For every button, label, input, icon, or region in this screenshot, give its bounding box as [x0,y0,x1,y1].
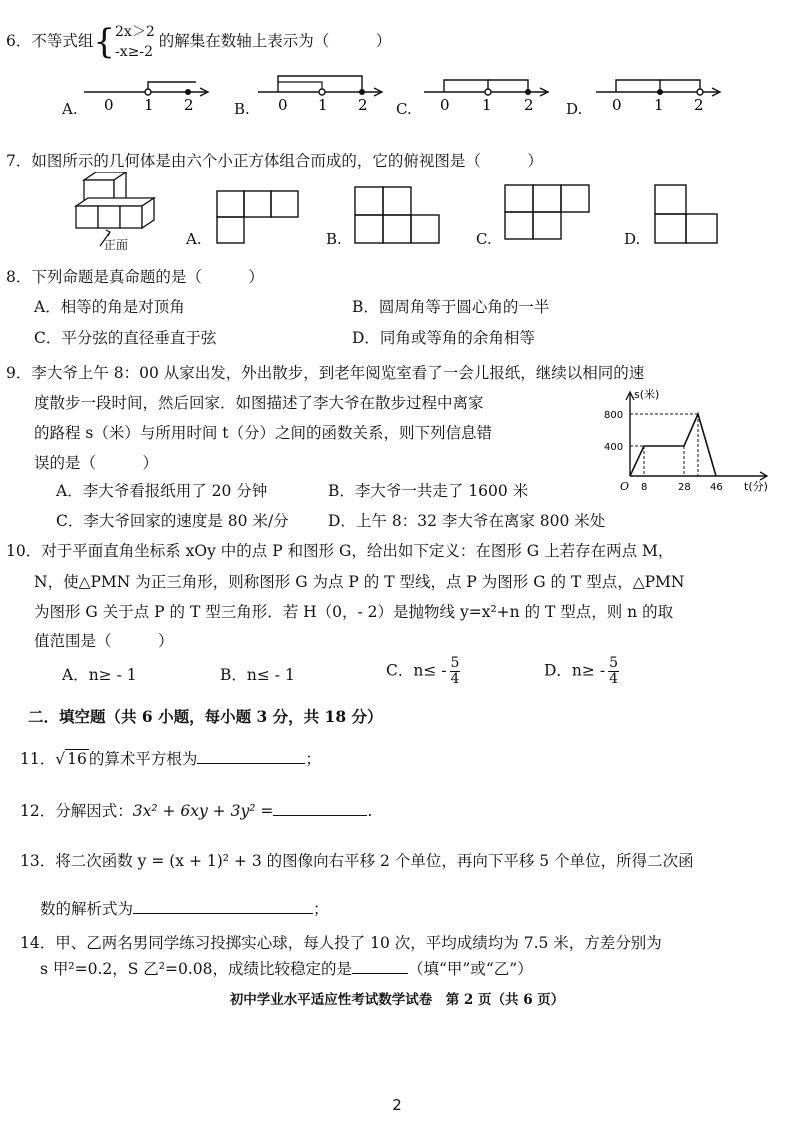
q9-graph-ytick-400: 400 [604,442,624,453]
q9-option-b: B．李大爷一共走了 1600 米 [328,482,529,500]
section-2-heading: 二．填空题（共 6 小题，每小题 3 分，共 18 分） [28,707,383,726]
q11-sqrt: √ 16 [55,750,87,768]
q12-stem: 12．分解因式：3x² + 6xy + 3y² = . [20,802,373,820]
q7-option-c-label: C. [476,230,492,248]
q6-ineq2: -x≥-2 [115,44,154,60]
q9-graph-ylabel: s(米) [634,388,660,401]
q10-option-a: A．n≥ - 1 [62,666,137,684]
q10-line-4: 值范围是（ ） [34,632,174,650]
q9-option-c: C．李大爷回家的速度是 80 米/分 [56,512,289,530]
q12-answer-blank[interactable] [273,815,367,816]
q7-option-a-label: A. [186,230,202,248]
q10-option-d: D．n≥ - $\frac{5}{4}$ [544,655,618,687]
svg-text:1: 1 [654,96,664,114]
q9-graph-xtick-8: 8 [641,482,648,493]
page-number: 2 [392,1096,402,1114]
q8-option-d: D．同角或等角的余角相等 [352,329,535,347]
q6-option-b-label: B. [234,100,250,118]
q6-ineq1: 2x＞2 [115,24,155,40]
q7-stem: 7．如图所示的几何体是由六个小正方体组合而成的，它的俯视图是（ ） [6,152,543,170]
q7-option-d-label: D. [624,230,641,248]
q7-option-c-figure [504,184,590,242]
svg-text:1: 1 [482,96,492,114]
q13-line-1: 13．将二次函数 y = (x + 1)² + 3 的图像向右平移 2 个单位，再向下平移 5 个单位，所得二次函 [20,852,694,870]
q13-answer-blank[interactable] [133,913,313,914]
q10-line-1: 10．对于平面直角坐标系 xOy 中的点 P 和图形 G，给出如下定义：在图形 G 上若存在两点 M， [6,542,674,560]
q9-line-2: 度散步一段时间，然后回家．如图描述了李大爷在散步过程中离家 [34,394,484,412]
q10-option-c-fraction: $\frac{5}{4}$ [450,655,460,687]
tick-1: 1 [144,96,154,114]
q10-option-d-fraction: $\frac{5}{4}$ [609,655,618,687]
svg-text:0: 0 [278,96,288,114]
q14-line-1: 14．甲、乙两名男同学练习投掷实心球，每人投了 10 次，平均成绩均为 7.5 米，方差分别为 [20,934,662,952]
q6-numberline-a [84,72,214,116]
q7-front-label: 正面 [104,238,129,252]
q10-option-b: B．n≤ - 1 [220,666,295,684]
q6-numberline-c [424,72,554,116]
q8-option-a: A．相等的角是对顶角 [34,298,185,316]
q9-line-1: 9．李大爷上午 8：00 从家出发，外出散步，到老年阅览室看了一会儿报纸，继续以相同的速 [6,364,645,382]
q6-option-d-label: D. [566,100,583,118]
q8-option-b: B．圆周角等于圆心角的一半 [352,298,550,316]
q6-stem: 6．不等式组{ 2x＞2 -x≥-2 的解集在数轴上表示为（ ） [6,22,392,62]
q9-graph-xtick-28: 28 [678,482,691,493]
q14-line-2: s 甲²=0.2，S 乙²=0.08，成绩比较稳定的是 （填“甲”或“乙”） [40,960,533,978]
q9-line-3: 的路程 s（米）与所用时间 t（分）之间的函数关系，则下列信息错 [34,424,493,442]
svg-text:0: 0 [612,96,622,114]
q9-option-a: A．李大爷看报纸用了 20 分钟 [56,482,268,500]
q9-line-4: 误的是（ ） [34,454,159,472]
q9-graph-xtick-46: 46 [710,482,723,493]
q9-graph-xlabel: t(分) [744,480,768,493]
q8-option-c: C．平分弦的直径垂直于弦 [34,329,217,347]
q11-stem: 11．√ 16 的算术平方根为 ； [20,750,321,768]
q6-option-a-label: A. [62,100,78,118]
q11-answer-blank[interactable] [197,763,305,764]
q9-graph-origin: O [620,480,630,493]
q7-option-a-figure [216,190,300,246]
svg-text:1: 1 [318,96,328,114]
q9-option-d: D．上午 8：32 李大爷在离家 800 米处 [328,512,606,530]
tick-0: 0 [104,96,114,114]
q8-stem: 8．下列命题是真命题的是（ ） [6,268,264,286]
q9-graph [600,384,780,496]
q10-line-3: 为图形 G 关于点 P 的 T 型三角形．若 H（0，- 2）是抛物线 y=x²+n 的 T 型点，则 n 的取 [34,603,674,621]
q10-line-2: N，使△PMN 为正三角形，则称图形 G 为点 P 的 T 型线，点 P 为图形 G 的 T 型点，△PMN [34,573,685,591]
q13-line-2: 数的解析式为 ； [40,900,329,918]
svg-text:0: 0 [440,96,450,114]
svg-text:2: 2 [524,96,534,114]
q7-option-b-label: B. [326,230,342,248]
q6-numberline-d [596,72,726,116]
q7-option-d-figure [654,184,720,246]
q14-answer-blank[interactable] [352,973,408,974]
q9-graph-ytick-800: 800 [604,410,624,421]
q12-expression: 3x² + 6xy + 3y² = [132,802,274,820]
page-footer: 初中学业水平适应性考试数学试卷 第 2 页（共 6 页） [229,992,565,1008]
q7-option-b-figure [354,186,440,246]
svg-text:2: 2 [694,96,704,114]
svg-text:2: 2 [358,96,368,114]
tick-2: 2 [184,96,194,114]
q10-option-c: C．n≤ - $\frac{5}{4}$ [386,655,460,687]
q6-option-c-label: C. [396,100,412,118]
q6-numberline-b [258,70,388,116]
